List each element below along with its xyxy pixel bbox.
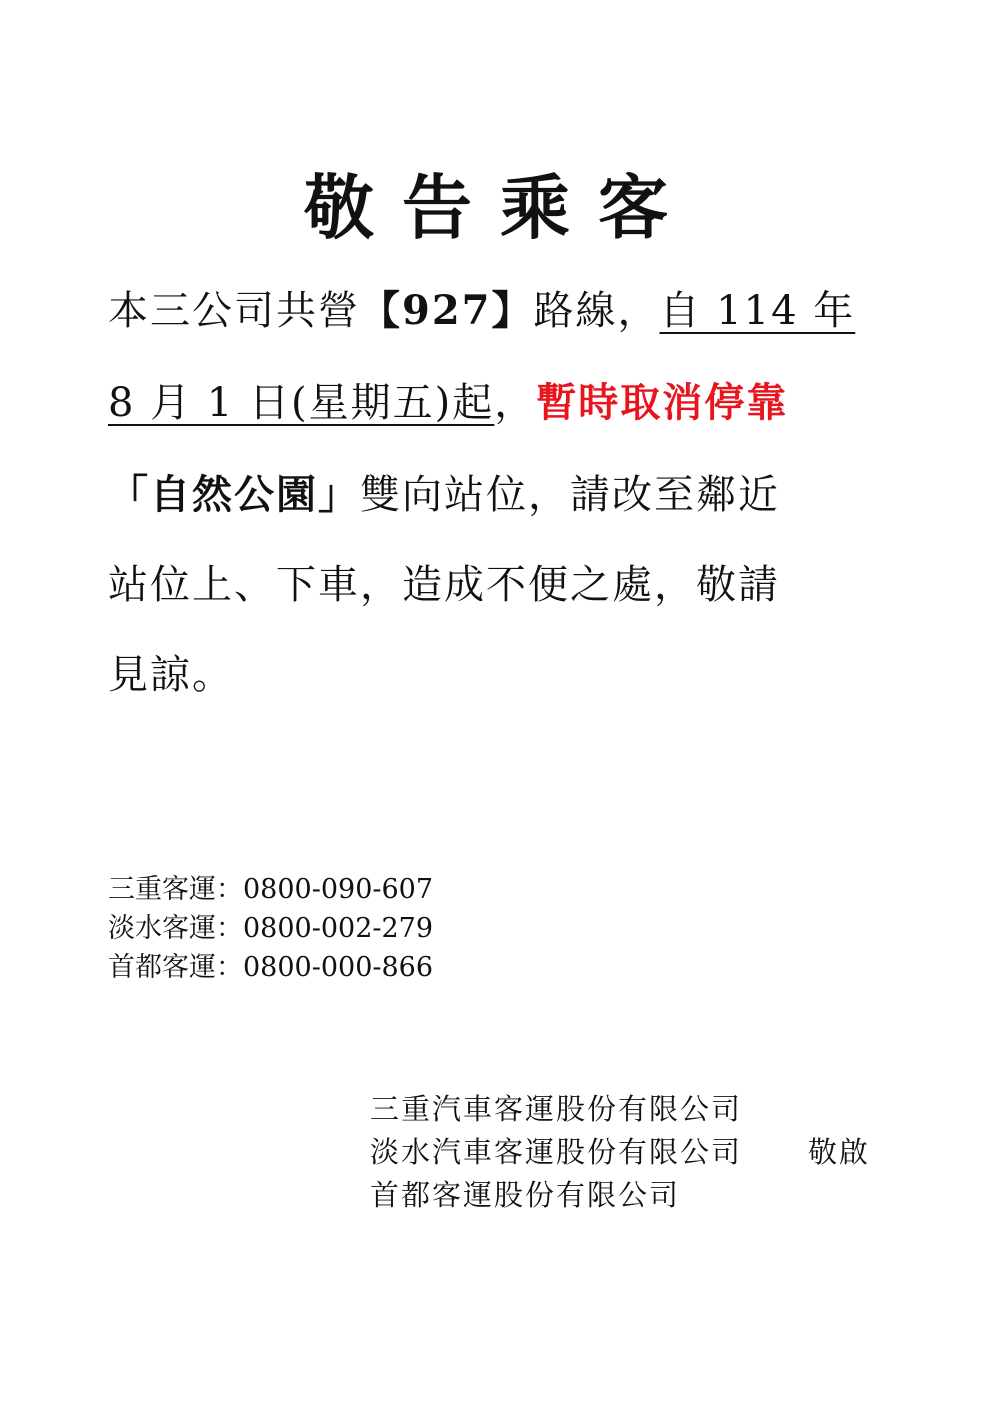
signature-company: 首都客運股份有限公司	[370, 1178, 681, 1212]
effective-date-part1: 自 114 年	[659, 288, 856, 334]
notice-line-1	[108, 286, 898, 336]
stop-name: 「自然公園」	[108, 471, 360, 518]
notice-line-2-comma: ，	[494, 380, 537, 426]
notice-line-3	[108, 470, 898, 520]
notice-line-2	[108, 378, 898, 428]
notice-line-5: 見諒。	[108, 652, 234, 698]
signature-closing: 敬啟	[808, 1135, 871, 1169]
contact-label: 首都客運：	[108, 952, 243, 983]
notice-line-3-text: 雙向站位，請改至鄰近	[360, 472, 780, 518]
contact-item	[108, 909, 433, 948]
contact-phone: 0800-000-866	[243, 952, 434, 983]
effective-date-part2: 8 月 1 日(星期五)起	[108, 380, 495, 426]
contact-phone: 0800-090-607	[243, 874, 434, 905]
contact-label: 三重客運：	[108, 874, 243, 905]
contact-item	[108, 870, 433, 909]
cancellation-highlight: 暫時取消停靠	[536, 379, 789, 426]
route-number: 【927】	[360, 287, 534, 334]
contact-list	[108, 870, 433, 987]
signature-block	[370, 1088, 742, 1217]
notice-title: 敬告乘客	[304, 166, 696, 249]
contact-label: 淡水客運：	[108, 913, 243, 944]
contact-phone: 0800-002-279	[243, 913, 434, 944]
signature-company: 三重汽車客運股份有限公司	[370, 1092, 743, 1126]
notice-line-1-text: 本三公司共營	[108, 288, 360, 334]
contact-item	[108, 948, 433, 987]
notice-line-4: 站位上、下車，造成不便之處，敬請	[108, 562, 780, 608]
signature-company: 淡水汽車客運股份有限公司	[370, 1135, 743, 1169]
notice-line-1-route-suffix: 路線，	[533, 288, 660, 334]
